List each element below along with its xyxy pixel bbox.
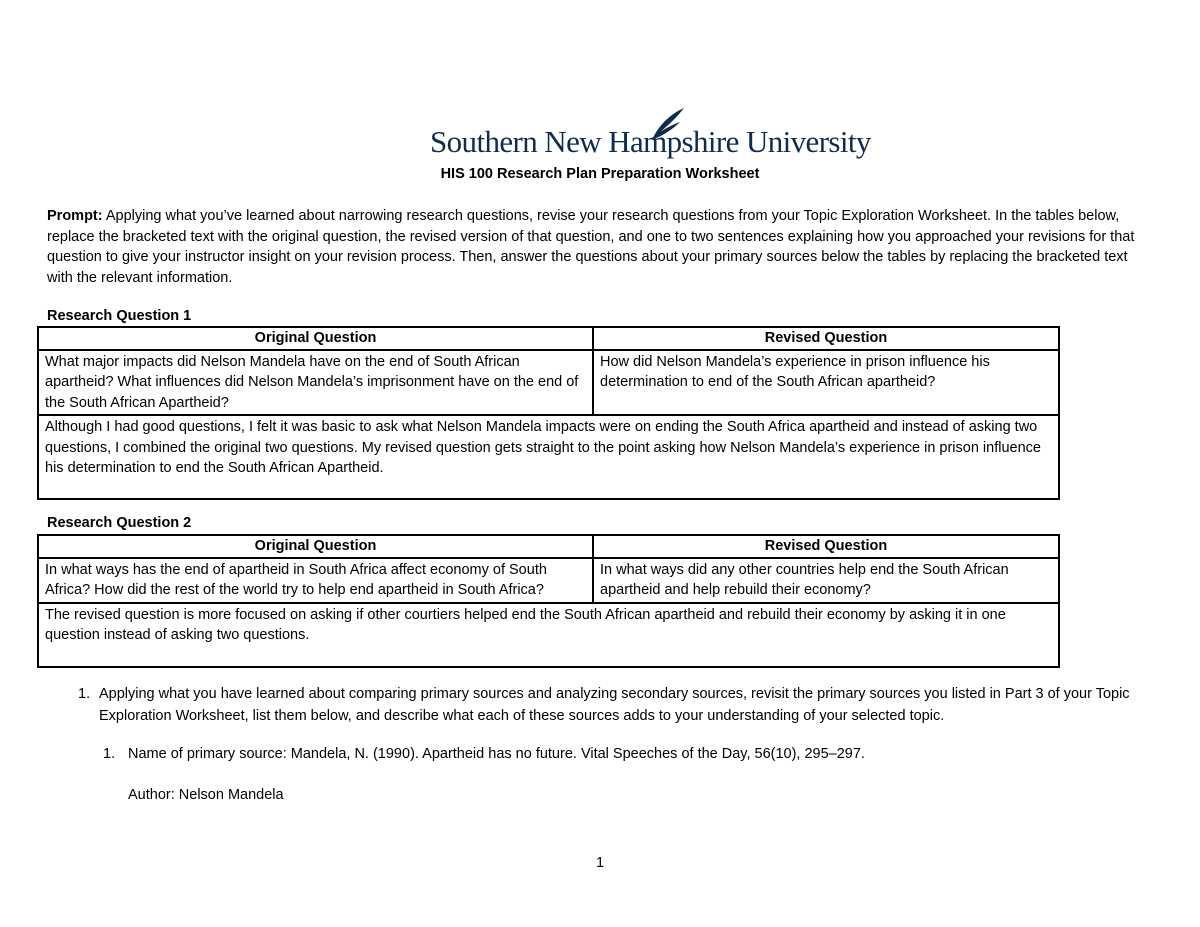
- page-title: HIS 100 Research Plan Preparation Worksheet: [440, 166, 760, 182]
- research-question-2-table: [37, 534, 1060, 668]
- revised-question-cell: In what ways did any other countries help end the South African apartheid and help rebuild their economy?: [593, 558, 1059, 603]
- explanation-cell: Although I had good questions, I felt it was basic to ask what Nelson Mandela impacts were on ending the South Africa apartheid and instead of asking two questions, I combined the original two questions. My revised question gets straight to the point asking how Nelson Mandela’s experience in prison influence his determination to end the South African Apartheid.: [38, 415, 1059, 499]
- table-row: [38, 350, 1059, 416]
- primary-source-citation: Name of primary source: Mandela, N. (1990). Apartheid has no future. Vital Speeches of the Day, 56(10), 295–297.: [128, 746, 865, 762]
- page-number: 1: [595, 855, 605, 871]
- logo-text: Southern New Hampshire University: [430, 124, 871, 159]
- explanation-cell: The revised question is more focused on asking if other courtiers helped end the South African apartheid and rebuild their economy by asking it in one question instead of asking two questions.: [38, 603, 1059, 667]
- prompt-paragraph: [47, 206, 1137, 288]
- research-question-1-table: [37, 326, 1060, 500]
- list-item-text: Applying what you have learned about comparing primary sources and analyzing secondary sources, revisit the primary sources you listed in Part 3 of your Topic Exploration Worksheet, list them below, and describe what each of these sources adds to your understanding of your selected topic.: [99, 686, 1130, 724]
- sub-list-number: 1.: [103, 746, 116, 762]
- revised-question-header: Revised Question: [593, 327, 1059, 350]
- university-logo: [430, 106, 871, 160]
- original-question-cell: What major impacts did Nelson Mandela have on the end of South African apartheid? What influences did Nelson Mandela’s imprisonment have on the end of the South African Apartheid?: [38, 350, 593, 416]
- original-question-header: Original Question: [38, 535, 593, 558]
- table-header-row: [38, 535, 1059, 558]
- original-question-header: Original Question: [38, 327, 593, 350]
- research-question-2-heading: Research Question 2: [47, 515, 192, 531]
- table-row: [38, 415, 1059, 499]
- revised-question-cell: How did Nelson Mandela’s experience in prison influence his determination to end of the South African apartheid?: [593, 350, 1059, 416]
- prompt-label: Prompt:: [47, 208, 103, 224]
- revised-question-header: Revised Question: [593, 535, 1059, 558]
- author-line: Author: Nelson Mandela: [128, 787, 284, 803]
- prompt-text: Applying what you’ve learned about narrowing research questions, revise your research questions from your Topic Exploration Worksheet. In the tables below, replace the bracketed text with the original question, the revised version of that question, and one to two sentences explaining how you approached your revisions for that question to give your instructor insight on your revision process. Then, answer the questions about your primary sources below the tables by replacing the bracketed text with the relevant information.: [47, 208, 1135, 286]
- table-row: [38, 558, 1059, 603]
- table-header-row: [38, 327, 1059, 350]
- original-question-cell: In what ways has the end of apartheid in South Africa affect economy of South Africa? How did the rest of the world try to help end apartheid in South Africa?: [38, 558, 593, 603]
- research-question-1-heading: Research Question 1: [47, 308, 192, 324]
- table-row: [38, 603, 1059, 667]
- list-number: 1.: [78, 686, 91, 702]
